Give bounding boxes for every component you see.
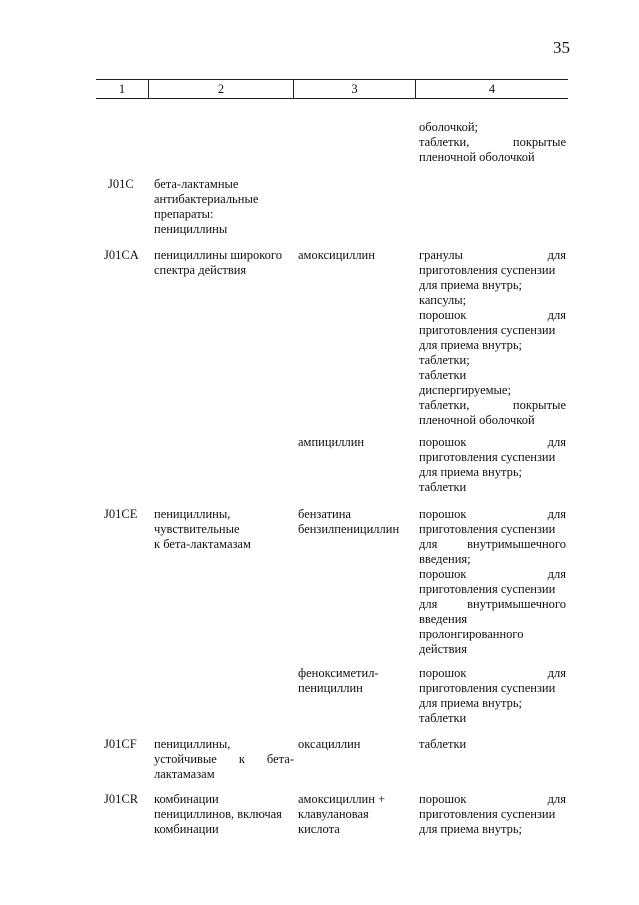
dosage-forms — [419, 507, 566, 657]
pharmacological-group — [154, 248, 296, 278]
dosage-forms — [419, 120, 566, 165]
drug-line: амоксициллин — [298, 248, 375, 262]
page-number: 35 — [553, 38, 570, 57]
word: к — [238, 752, 245, 766]
dosage-forms — [419, 737, 566, 752]
word: покрытые — [512, 135, 566, 149]
word: для — [547, 248, 566, 262]
drug-name — [298, 435, 416, 450]
word: таблетки, — [419, 398, 470, 412]
word: для — [547, 507, 566, 521]
dosage-forms — [419, 792, 566, 837]
word: для — [547, 567, 566, 581]
dosage-form-line: диспергируемые; — [419, 383, 511, 397]
drug-name — [298, 737, 416, 752]
drug-line: ампициллин — [298, 435, 365, 449]
word: порошок — [419, 567, 467, 581]
word: внутримышечного — [467, 597, 566, 611]
dosage-form-line: введения — [419, 612, 468, 626]
drug-line: амоксициллин + — [298, 792, 386, 806]
word: порошок — [419, 435, 467, 449]
dosage-form-line: для приема внутрь; — [419, 278, 523, 292]
dosage-form-line: таблетки — [419, 737, 467, 751]
drug-line: феноксиметил- — [298, 666, 379, 680]
dosage-form-line: пленочной оболочкой — [419, 150, 535, 164]
dosage-form-line — [419, 248, 566, 263]
drug-line: клавулановая — [298, 807, 369, 821]
word: порошок — [419, 507, 467, 521]
drug-name — [298, 248, 416, 263]
word: для — [419, 537, 438, 551]
pharmacological-group — [154, 792, 296, 837]
dosage-form-line — [419, 597, 566, 612]
dosage-form-line: приготовления суспензии — [419, 681, 556, 695]
dosage-form-line: приготовления суспензии — [419, 323, 556, 337]
dosage-form-line: таблетки — [419, 711, 467, 725]
word: порошок — [419, 792, 467, 806]
word: гранулы — [419, 248, 463, 262]
atc-code: J01CE — [104, 507, 138, 521]
dosage-form-line: для приема внутрь; — [419, 696, 523, 710]
word: для — [547, 435, 566, 449]
dosage-form-line — [419, 567, 566, 582]
column-number-3: 3 — [294, 80, 416, 98]
dosage-form-line — [419, 666, 566, 681]
dosage-form-line — [419, 792, 566, 807]
group-line: пенициллины широкого — [154, 248, 282, 262]
group-line: пенициллины, — [154, 737, 231, 751]
word: покрытые — [512, 398, 566, 412]
group-line: пенициллины — [154, 222, 228, 236]
dosage-form-line: для приема внутрь; — [419, 338, 523, 352]
word: для — [419, 597, 438, 611]
column-number-2: 2 — [149, 80, 294, 98]
dosage-forms — [419, 666, 566, 726]
group-line: комбинации — [154, 792, 219, 806]
drug-line: бензилпенициллин — [298, 522, 400, 536]
pharmacological-group — [154, 507, 294, 552]
dosage-form-line: приготовления суспензии — [419, 807, 556, 821]
word: для — [547, 308, 566, 322]
dosage-form-line — [419, 435, 566, 450]
dosage-form-line: оболочкой; — [419, 120, 478, 134]
dosage-form-line — [419, 308, 566, 323]
group-line: препараты: — [154, 207, 214, 221]
dosage-form-line: действия — [419, 642, 467, 656]
dosage-form-line: таблетки — [419, 368, 467, 382]
dosage-forms — [419, 435, 566, 495]
drug-line: кислота — [298, 822, 340, 836]
group-line: комбинации — [154, 822, 219, 836]
group-line: пенициллины, — [154, 507, 231, 521]
drug-line: пенициллин — [298, 681, 363, 695]
word: для — [547, 792, 566, 806]
word: таблетки, — [419, 135, 470, 149]
dosage-form-line: капсулы; — [419, 293, 467, 307]
dosage-form-line: приготовления суспензии — [419, 582, 556, 596]
word: внутримышечного — [467, 537, 566, 551]
dosage-form-line — [419, 507, 566, 522]
dosage-form-line: таблетки — [419, 480, 467, 494]
group-line: спектра действия — [154, 263, 247, 277]
dosage-form-line: приготовления суспензии — [419, 450, 556, 464]
group-line — [154, 752, 294, 767]
group-line: чувствительные — [154, 522, 240, 536]
pharmacological-group — [154, 737, 294, 782]
group-line: антибактериальные — [154, 192, 259, 206]
dosage-form-line: пленочной оболочкой — [419, 413, 535, 427]
word: для — [547, 666, 566, 680]
column-number-1: 1 — [96, 80, 149, 98]
drug-line: оксациллин — [298, 737, 361, 751]
dosage-form-line: для приема внутрь; — [419, 822, 523, 836]
word: порошок — [419, 308, 467, 322]
dosage-form-line — [419, 135, 566, 150]
table-column-header — [96, 79, 568, 99]
atc-code: J01C — [108, 177, 134, 191]
dosage-form-line — [419, 398, 566, 413]
drug-line: бензатина — [298, 507, 351, 521]
atc-code: J01CF — [104, 737, 137, 751]
dosage-form-line: таблетки; — [419, 353, 470, 367]
drug-name — [298, 507, 416, 537]
atc-code: J01CA — [104, 248, 139, 262]
word: порошок — [419, 666, 467, 680]
group-line: к бета-лактамазам — [154, 537, 251, 551]
drug-name — [298, 666, 416, 696]
dosage-form-line: введения; — [419, 552, 471, 566]
word: устойчивые — [154, 752, 217, 766]
word: бета- — [266, 752, 294, 766]
group-line: пенициллинов, включая — [154, 807, 282, 821]
drug-name — [298, 792, 416, 837]
dosage-form-line: пролонгированного — [419, 627, 524, 641]
dosage-form-line: приготовления суспензии — [419, 263, 556, 277]
dosage-form-line — [419, 537, 566, 552]
group-line: лактамазам — [154, 767, 215, 781]
atc-code: J01CR — [104, 792, 139, 806]
dosage-form-line: для приема внутрь; — [419, 465, 523, 479]
pharmacological-group — [154, 177, 294, 237]
dosage-forms — [419, 248, 566, 428]
column-number-4: 4 — [488, 82, 496, 96]
dosage-form-line: приготовления суспензии — [419, 522, 556, 536]
group-line: бета-лактамные — [154, 177, 239, 191]
